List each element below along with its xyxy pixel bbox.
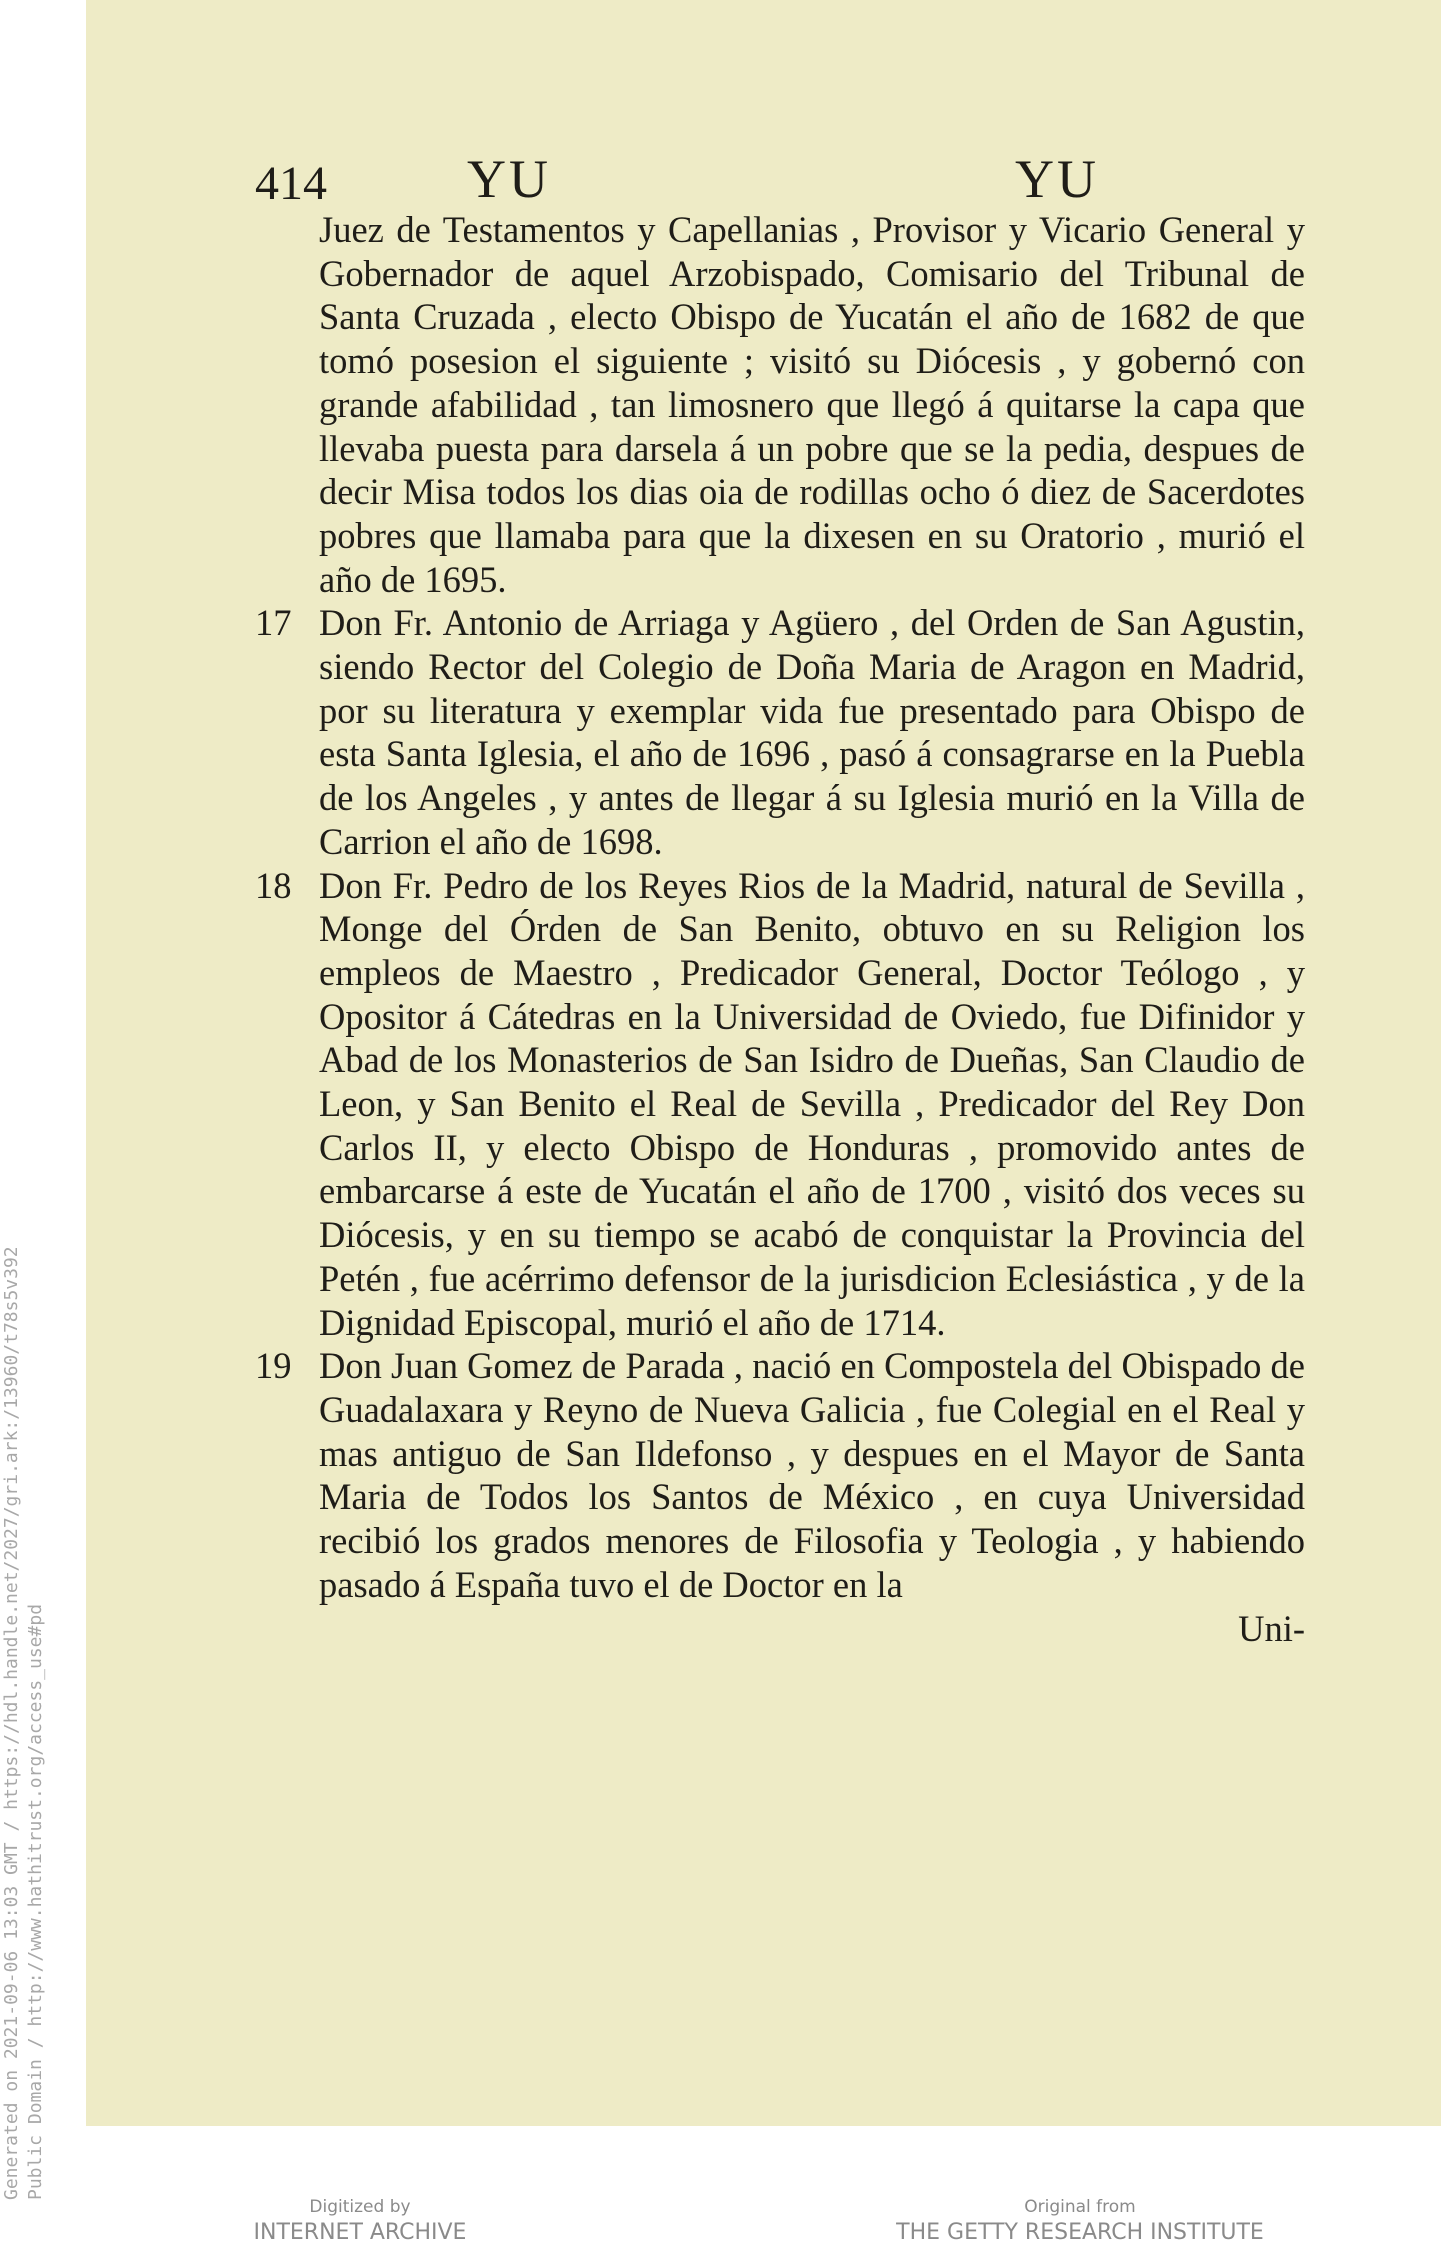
watermark-line-2: Public Domain / http://www.hathitrust.org/access_use#pd: [25, 1603, 46, 2200]
entry-number: 17: [255, 602, 292, 644]
entry-text: Don Fr. Antonio de Arriaga y Agüero , del Orden de San Agustin, siendo Rector del Colegio de Doña Maria de Aragon en Madrid, por su literatura y exemplar vida fue presentado para Obispo de esta Santa Iglesia, el año de 1696 , pasó á consagrarse en la Puebla de los Angeles , y antes de llegar á su Iglesia murió en la Villa de Carrion el año de 1698.: [319, 602, 1305, 862]
entry-continued: [255, 208, 1305, 601]
running-header: [255, 148, 1305, 208]
entry-text: Don Juan Gomez de Parada , nació en Compostela del Obispado de Guadalaxara y Reyno de Nueva Galicia , fue Colegial en el Real y mas antiguo de San Ildefonso , y despues en el Mayor de Santa Maria de Todos los Santos de México , en cuya Universidad recibió los grados menores de Filosofia y Teologia , y habiendo pasado á España tuvo el de Doctor en la: [319, 1345, 1305, 1605]
watermark-line-1: Generated on 2021-09-06 13:03 GMT / https://hdl.handle.net/2027/gri.ark:/13960/t78s5v392: [1, 1246, 22, 2200]
left-margin: [0, 0, 86, 2255]
footer-original: [860, 2196, 1300, 2248]
entry-number: 19: [255, 1345, 292, 1387]
page-body: [255, 208, 1305, 1650]
footer-internet-archive: INTERNET ARCHIVE: [253, 2220, 467, 2245]
catchword: Uni-: [1238, 1607, 1305, 1649]
entry-19: [255, 1344, 1305, 1606]
footer-getty: THE GETTY RESEARCH INSTITUTE: [896, 2220, 1264, 2245]
page-number: 414: [255, 157, 327, 210]
header-left-title: YU: [467, 149, 551, 209]
entry-number: 18: [255, 864, 292, 906]
header-right-title: YU: [1015, 149, 1099, 209]
footer-digitized-by: Digitized by: [309, 2197, 411, 2217]
hathitrust-watermark: [0, 1246, 48, 2200]
entry-text: Don Fr. Pedro de los Reyes Rios de la Madrid, natural de Sevilla , Monge del Órden de San Benito, obtuvo en su Religion los empleos de Maestro , Predicador General, Doctor Teólogo , y Opositor á Cátedras en la Universidad de Oviedo, fue Difinidor y Abad de los Monasterios de San Isidro de Dueñas, San Claudio de Leon, y San Benito el Real de Sevilla , Predicador del Rey Don Carlos II, y electo Obispo de Honduras , promovido antes de embarcarse á este de Yucatán el año de 1700 , visitó dos veces su Diócesis, y en su tiempo se acabó de conquistar la Provincia del Petén , fue acérrimo defensor de la jurisdicion Eclesiástica , y de la Dignidad Episcopal, murió el año de 1714.: [319, 864, 1305, 1343]
footer-original-from: Original from: [1024, 2197, 1136, 2217]
footer-digitized: [220, 2196, 500, 2248]
entry-17: [255, 601, 1305, 863]
entry-text: Juez de Testamentos y Capellanias , Provisor y Vicario General y Gobernador de aquel Arzobispado, Comisario del Tribunal de Santa Cruzada , electo Obispo de Yucatán el año de 1682 de que tomó posesion el siguiente ; visitó su Diócesis , y gobernó con grande afabilidad , tan limosnero que llegó á quitarse la capa que llevaba puesta para darsela á un pobre que se la pedia, despues de decir Misa todos los dias oia de rodillas ocho ó diez de Sacerdotes pobres que llamaba para que la dixesen en su Oratorio , murió el año de 1695.: [319, 209, 1305, 600]
entry-18: [255, 864, 1305, 1345]
